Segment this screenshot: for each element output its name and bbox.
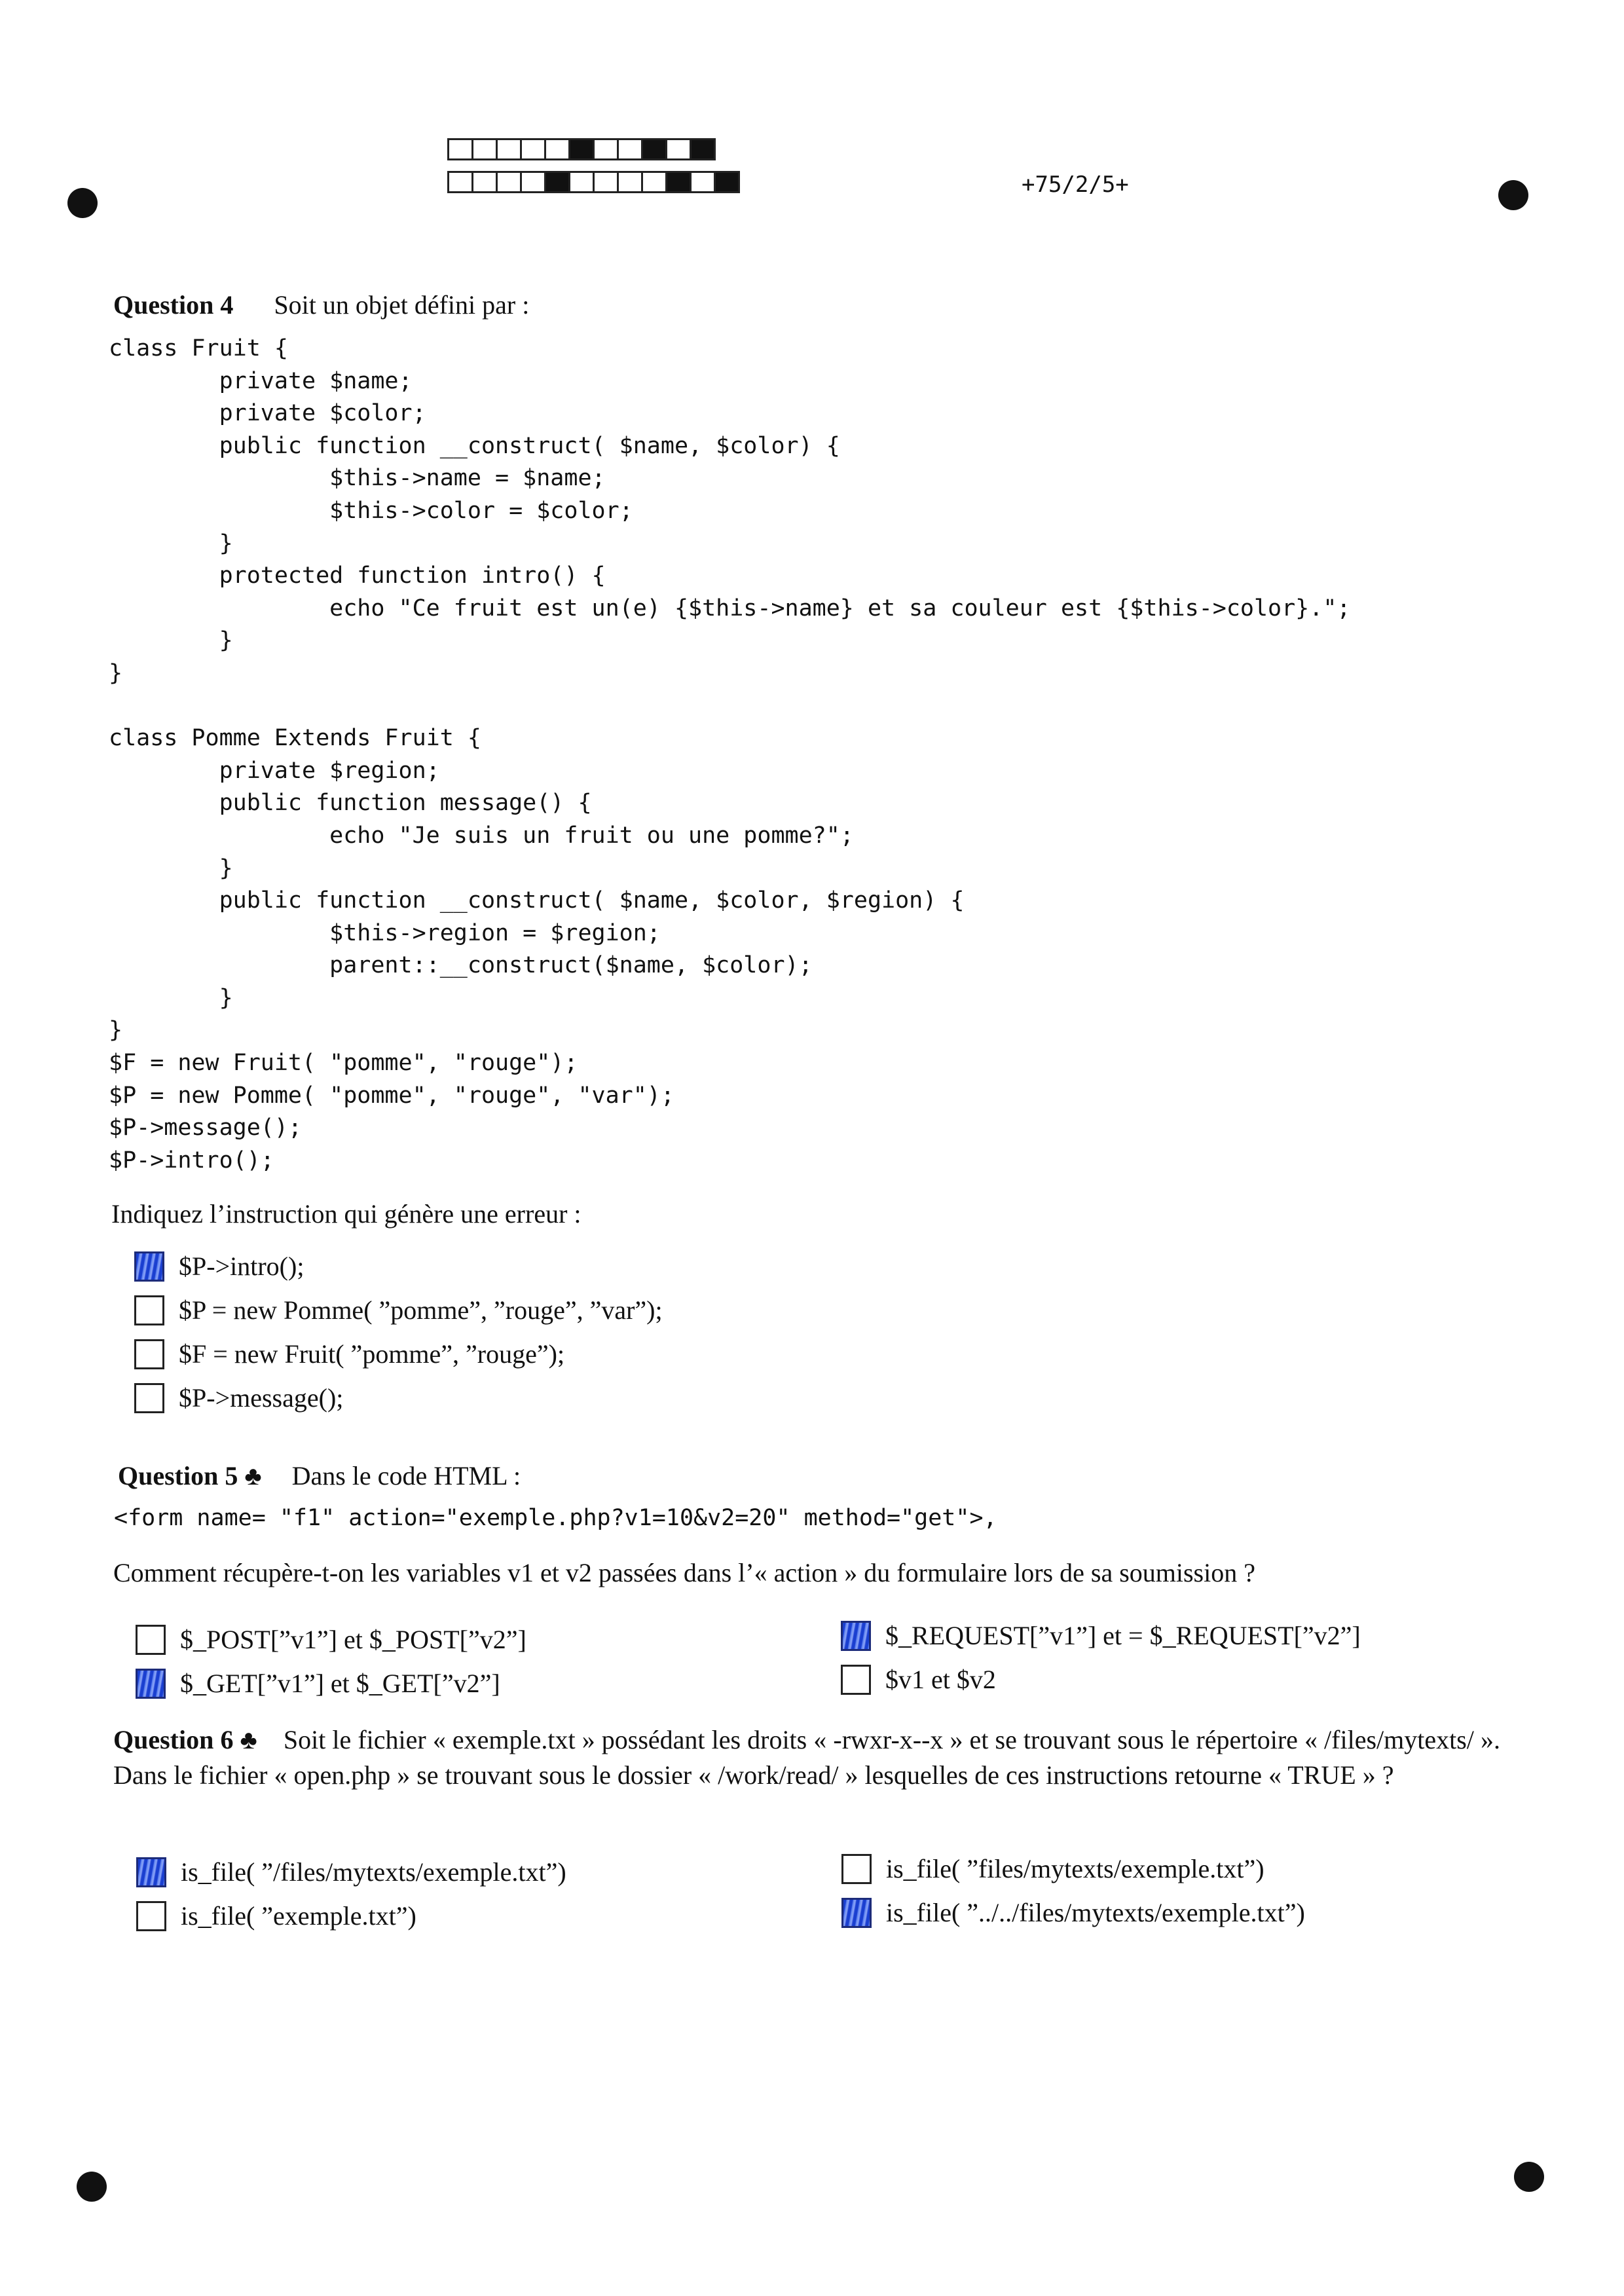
registration-mark-bottom-left: [77, 2172, 107, 2202]
q6-option-absolute[interactable]: [136, 1857, 566, 1887]
barcode-cell-empty: [568, 171, 595, 193]
question-5-heading: [113, 1449, 521, 1491]
checkbox-unchecked[interactable]: [134, 1339, 164, 1369]
q4-option-new-fruit[interactable]: [134, 1339, 564, 1369]
checkbox-unchecked[interactable]: [841, 1665, 871, 1695]
q4-option-label: $P->intro();: [179, 1251, 304, 1281]
barcode-cell-empty: [617, 138, 643, 160]
q6-option-label: is_file( ”files/mytexts/exemple.txt”): [886, 1854, 1264, 1883]
question-4-label: Question 4: [113, 290, 234, 320]
checkbox-unchecked[interactable]: [136, 1625, 166, 1655]
q5-option-vars[interactable]: [841, 1664, 996, 1695]
barcode-cell-empty: [447, 138, 473, 160]
checkbox-unchecked[interactable]: [136, 1901, 166, 1931]
q4-option-new-pomme[interactable]: [134, 1295, 663, 1325]
checkbox-unchecked[interactable]: [841, 1854, 872, 1884]
barcode-cell-empty: [471, 171, 498, 193]
registration-mark-top-left: [67, 188, 98, 218]
q5-option-label: $_GET[”v1”] et $_GET[”v2”]: [180, 1669, 500, 1698]
checkbox-checked[interactable]: [134, 1251, 164, 1282]
q5-option-get[interactable]: [136, 1668, 500, 1699]
barcode-cell-empty: [520, 138, 546, 160]
q4-option-intro[interactable]: [134, 1251, 304, 1282]
barcode-cell-filled: [544, 171, 570, 193]
q5-option-label: $_REQUEST[”v1”] et = $_REQUEST[”v2”]: [885, 1621, 1361, 1650]
q6-option-relative[interactable]: [841, 1853, 1264, 1884]
barcode-cell-empty: [447, 171, 473, 193]
q4-option-label: $P = new Pomme( ”pomme”, ”rouge”, ”var”);: [179, 1295, 663, 1325]
barcode-bottom: [447, 171, 738, 193]
checkbox-checked[interactable]: [841, 1621, 871, 1651]
question-5-prompt: Comment récupère-t-on les variables v1 et v2 passées dans l’« action » du formulaire lors de sa soumission ?: [113, 1558, 1255, 1587]
question-5-code: <form name= "f1" action="exemple.php?v1=10&v2=20" method="get">,: [114, 1505, 997, 1531]
barcode-top: [447, 138, 714, 160]
barcode-cell-empty: [593, 138, 619, 160]
barcode-cell-empty: [520, 171, 546, 193]
barcode-cell-empty: [665, 138, 692, 160]
question-4-heading: [108, 278, 529, 320]
q6-option-label: is_file( ”/files/mytexts/exemple.txt”): [181, 1857, 566, 1887]
barcode-cell-filled: [665, 171, 692, 193]
barcode-cell-empty: [496, 171, 522, 193]
barcode-cell-empty: [496, 138, 522, 160]
q5-option-request[interactable]: [841, 1620, 1361, 1651]
question-5-label: Question 5 ♣: [118, 1461, 262, 1491]
registration-mark-top-right: [1498, 180, 1528, 210]
barcode-cell-filled: [714, 171, 740, 193]
question-4-prompt: Indiquez l’instruction qui génère une erreur :: [111, 1199, 581, 1229]
question-4-code: class Fruit { private $name; private $color; public function __construct( $name, $color) { $this->name = $name; $this->color = $color; } protected function intro() { echo "Ce fruit est un(e) {$this->name} et sa couleur est {$this->color}."; } } class Pomme Extends Fruit { private $region; public function message() { echo "Je suis un fruit ou une pomme?"; } public function __construct( $name, $color, $region) { $this->region = $region; parent::__construct($name, $color); } } $F = new Fruit( "pomme", "rouge"); $P = new Pomme( "pomme", "rouge", "var"); $P->message(); $P->intro();: [109, 335, 1351, 1174]
checkbox-unchecked[interactable]: [134, 1295, 164, 1325]
checkbox-checked[interactable]: [136, 1857, 166, 1887]
barcode-cell-empty: [593, 171, 619, 193]
question-6-text: Soit le fichier « exemple.txt » possédant les droits « -rwxr-x--x » et se trouvant sous le répertoire « /files/mytexts/ ». Dans le fichier « open.php » se trouvant sous le dossier « /work/read/ » lesquelles de ces instructions retourne « TRUE » ?: [113, 1725, 1501, 1790]
question-5-text: Dans le code HTML :: [291, 1461, 521, 1491]
barcode-cell-empty: [641, 171, 667, 193]
checkbox-checked[interactable]: [841, 1898, 872, 1928]
q5-option-label: $v1 et $v2: [885, 1665, 996, 1694]
q4-option-message[interactable]: [134, 1382, 343, 1413]
barcode-cell-filled: [641, 138, 667, 160]
question-6-paragraph: [113, 1722, 1500, 1793]
q6-option-label: is_file( ”exemple.txt”): [181, 1901, 416, 1931]
barcode-cell-empty: [690, 171, 716, 193]
barcode-cell-filled: [568, 138, 595, 160]
question-4-text: Soit un objet défini par :: [274, 290, 530, 320]
q6-option-filename[interactable]: [136, 1900, 416, 1931]
barcode-cell-empty: [544, 138, 570, 160]
checkbox-checked[interactable]: [136, 1669, 166, 1699]
q4-option-label: $F = new Fruit( ”pomme”, ”rouge”);: [179, 1339, 565, 1369]
barcode-cell-filled: [690, 138, 716, 160]
q5-option-label: $_POST[”v1”] et $_POST[”v2”]: [180, 1625, 526, 1654]
barcode-cell-empty: [471, 138, 498, 160]
page-code: +75/2/5+: [1022, 172, 1129, 198]
q6-option-parent-relative[interactable]: [841, 1897, 1305, 1928]
registration-mark-bottom-right: [1514, 2162, 1544, 2192]
checkbox-unchecked[interactable]: [134, 1383, 164, 1413]
q4-option-label: $P->message();: [179, 1383, 344, 1413]
barcode-cell-empty: [617, 171, 643, 193]
q6-option-label: is_file( ”../../files/mytexts/exemple.txt”): [886, 1898, 1305, 1927]
question-6-label: Question 6 ♣: [113, 1725, 257, 1754]
q5-option-post[interactable]: [136, 1624, 526, 1655]
